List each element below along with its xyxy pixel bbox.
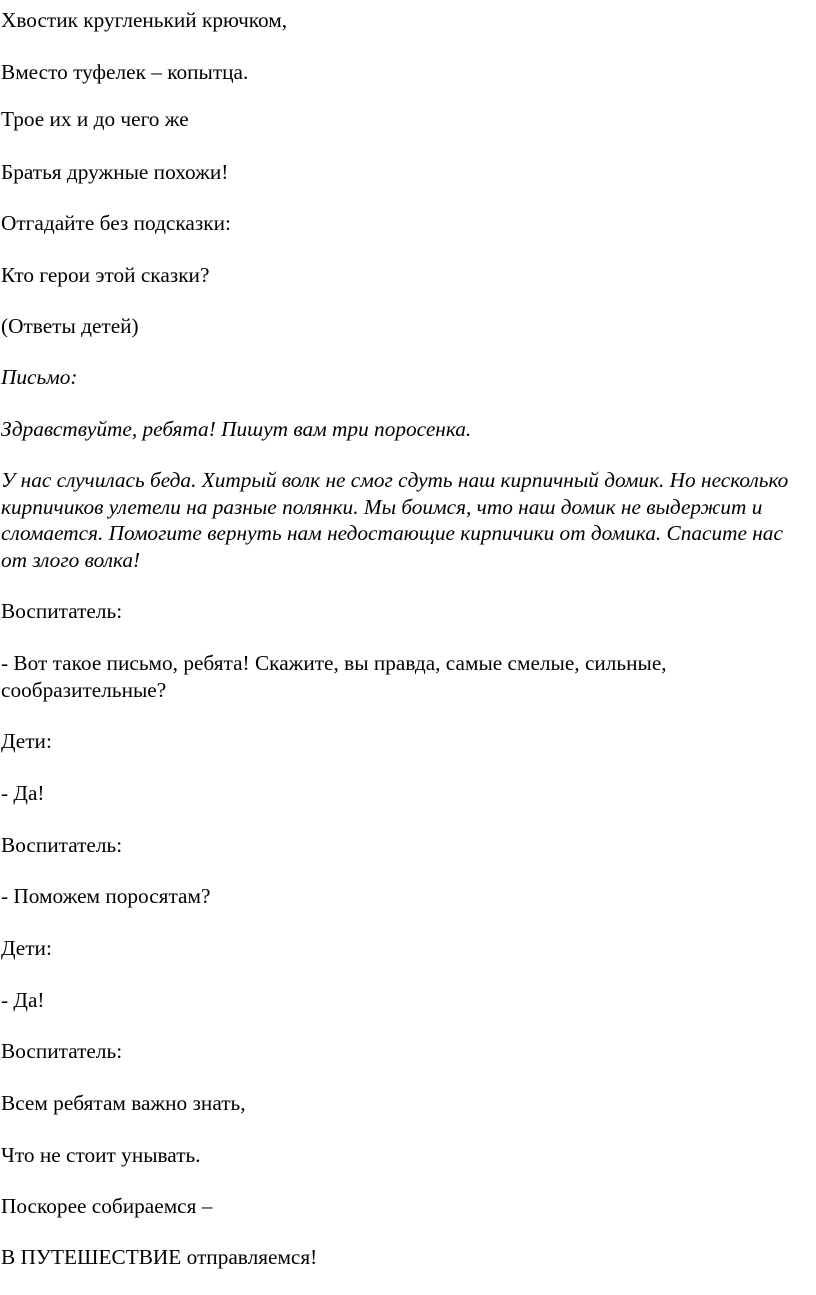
dialogue-line: - Да!	[1, 781, 45, 805]
speaker-label: Воспитатель:	[1, 833, 123, 857]
poem-line: Братья дружные похожи!	[1, 160, 229, 184]
dialogue-line: - Вот такое письмо, ребята! Скажите, вы правда, самые смелые, сильные, сообразительные?	[1, 651, 667, 702]
letter-body: У нас случилась беда. Хитрый волк не смог сдуть наш кирпичный домик. Но несколько кирпичиков улетели на разные полянки. Мы боимся, что наш домик не выдержит и сломается. Помогите вернуть нам недостающие кирпичики от домика. Спасите нас от злого волка!	[1, 468, 789, 572]
speaker-label: Дети:	[1, 729, 52, 753]
poem-line: Кто герои этой сказки?	[1, 263, 210, 287]
poem-line: Что не стоит унывать.	[1, 1143, 201, 1167]
poem-line: Трое их и до чего же	[1, 107, 189, 131]
speaker-label: Воспитатель:	[1, 599, 123, 623]
speaker-label: Воспитатель:	[1, 1039, 123, 1063]
letter-heading: Письмо:	[1, 365, 78, 389]
poem-line: Отгадайте без подсказки:	[1, 211, 231, 235]
poem-line: Хвостик кругленький крючком,	[1, 8, 288, 32]
speaker-label: Дети:	[1, 936, 52, 960]
letter-greeting: Здравствуйте, ребята! Пишут вам три поросенка.	[1, 417, 472, 441]
poem-line: В ПУТЕШЕСТВИЕ отправляемся!	[1, 1245, 318, 1269]
dialogue-line: - Да!	[1, 988, 45, 1012]
poem-line: Поскорее собираемся –	[1, 1194, 213, 1218]
stage-direction: (Ответы детей)	[1, 314, 139, 338]
dialogue-line: - Поможем поросятам?	[1, 884, 211, 908]
poem-line: Всем ребятам важно знать,	[1, 1091, 246, 1115]
poem-line: Вместо туфелек – копытца.	[1, 60, 249, 84]
